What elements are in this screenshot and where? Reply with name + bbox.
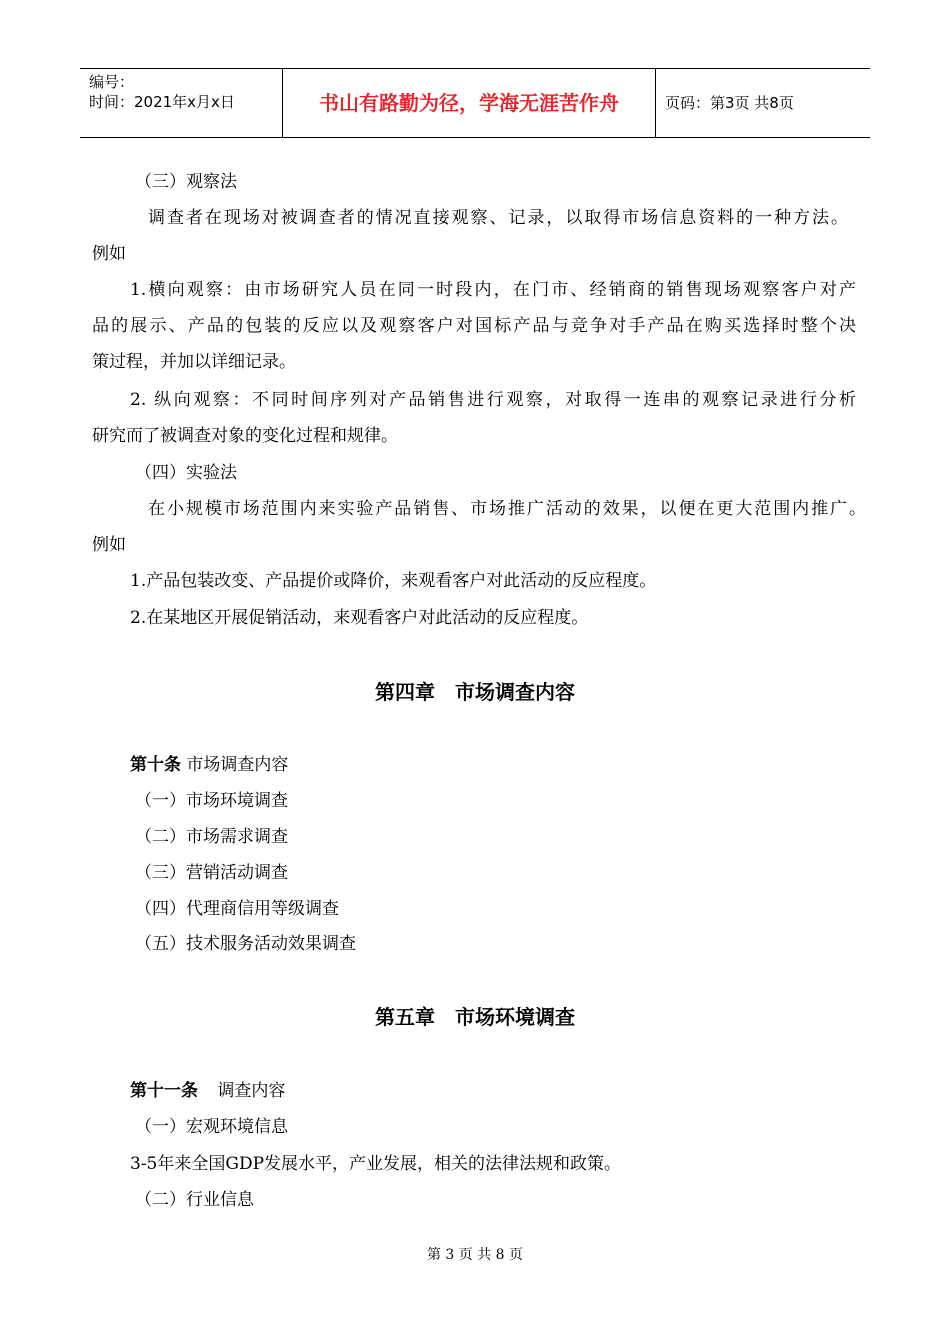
section-title-experiment: （四）实验法 (135, 463, 237, 483)
paragraph-observation: 调查者在现场对被调查者的情况直接观察、记录，以取得市场信息资料的一种方法。 (148, 208, 848, 228)
header-left-cell (80, 69, 283, 137)
chapter-title-5: 第五章 市场环境调查 (375, 1005, 575, 1029)
article-10-label: 第十条 (130, 755, 181, 775)
list-item: （一）市场环境调查 (135, 791, 288, 811)
paragraph-example-label: 例如 (92, 535, 126, 555)
list-item-horizontal-observation-cont: 品的展示、产品的包装的反应以及观察客户对国标产品与竞争对手产品在购买选择时整个决 (92, 316, 856, 336)
article-11-title: 调查内容 (217, 1081, 286, 1101)
section-title-observation: （三）观察法 (135, 172, 237, 192)
list-item: （五）技术服务活动效果调查 (135, 934, 356, 954)
page-header (80, 68, 870, 138)
article-11-label: 第十一条 (130, 1081, 198, 1101)
list-item: （四）代理商信用等级调查 (135, 899, 339, 919)
article-11-heading (130, 1079, 285, 1103)
list-item-vertical-observation: 2. 纵向观察：不同时间序列对产品销售进行观察，对取得一连串的观察记录进行分析 (130, 390, 856, 410)
header-time-label: 时间：2021年x月x日 (89, 93, 235, 111)
paragraph-experiment: 在小规模市场范围内来实验产品销售、市场推广活动的效果，以便在更大范围内推广。 (148, 499, 866, 519)
list-item: （三）营销活动调查 (135, 863, 288, 883)
paragraph-example-label: 例如 (92, 244, 126, 264)
article-10-heading (130, 753, 288, 777)
list-item-packaging: 1.产品包装改变、产品提价或降价，来观看客户对此活动的反应程度。 (130, 571, 657, 591)
list-item-horizontal-observation: 1.横向观察：由市场研究人员在同一时段内，在门市、经销商的销售现场观察客户对产 (130, 280, 856, 300)
list-item-vertical-observation-end: 研究而了被调查对象的变化过程和规律。 (92, 426, 398, 446)
list-item-horizontal-observation-end: 策过程，并加以详细记录。 (92, 352, 296, 372)
header-motto: 书山有路勤为径，学海无涯苦作舟 (283, 69, 656, 137)
page-footer: 第 3 页 共 8 页 (426, 1247, 524, 1263)
list-item-industry-info: （二）行业信息 (135, 1190, 254, 1210)
list-item-promotion: 2.在某地区开展促销活动，来观看客户对此活动的反应程度。 (130, 608, 589, 628)
header-page-label: 页码：第3页 共8页 (665, 94, 794, 112)
paragraph-macro-environment: 3-5年来全国GDP发展水平，产业发展，相关的法律法规和政策。 (130, 1154, 622, 1174)
list-item-macro-environment: （一）宏观环境信息 (135, 1117, 288, 1137)
chapter-title-4: 第四章 市场调查内容 (375, 680, 575, 704)
header-number-label: 编号： (89, 73, 135, 91)
list-item: （二）市场需求调查 (135, 827, 288, 847)
article-10-title: 市场调查内容 (186, 755, 289, 775)
